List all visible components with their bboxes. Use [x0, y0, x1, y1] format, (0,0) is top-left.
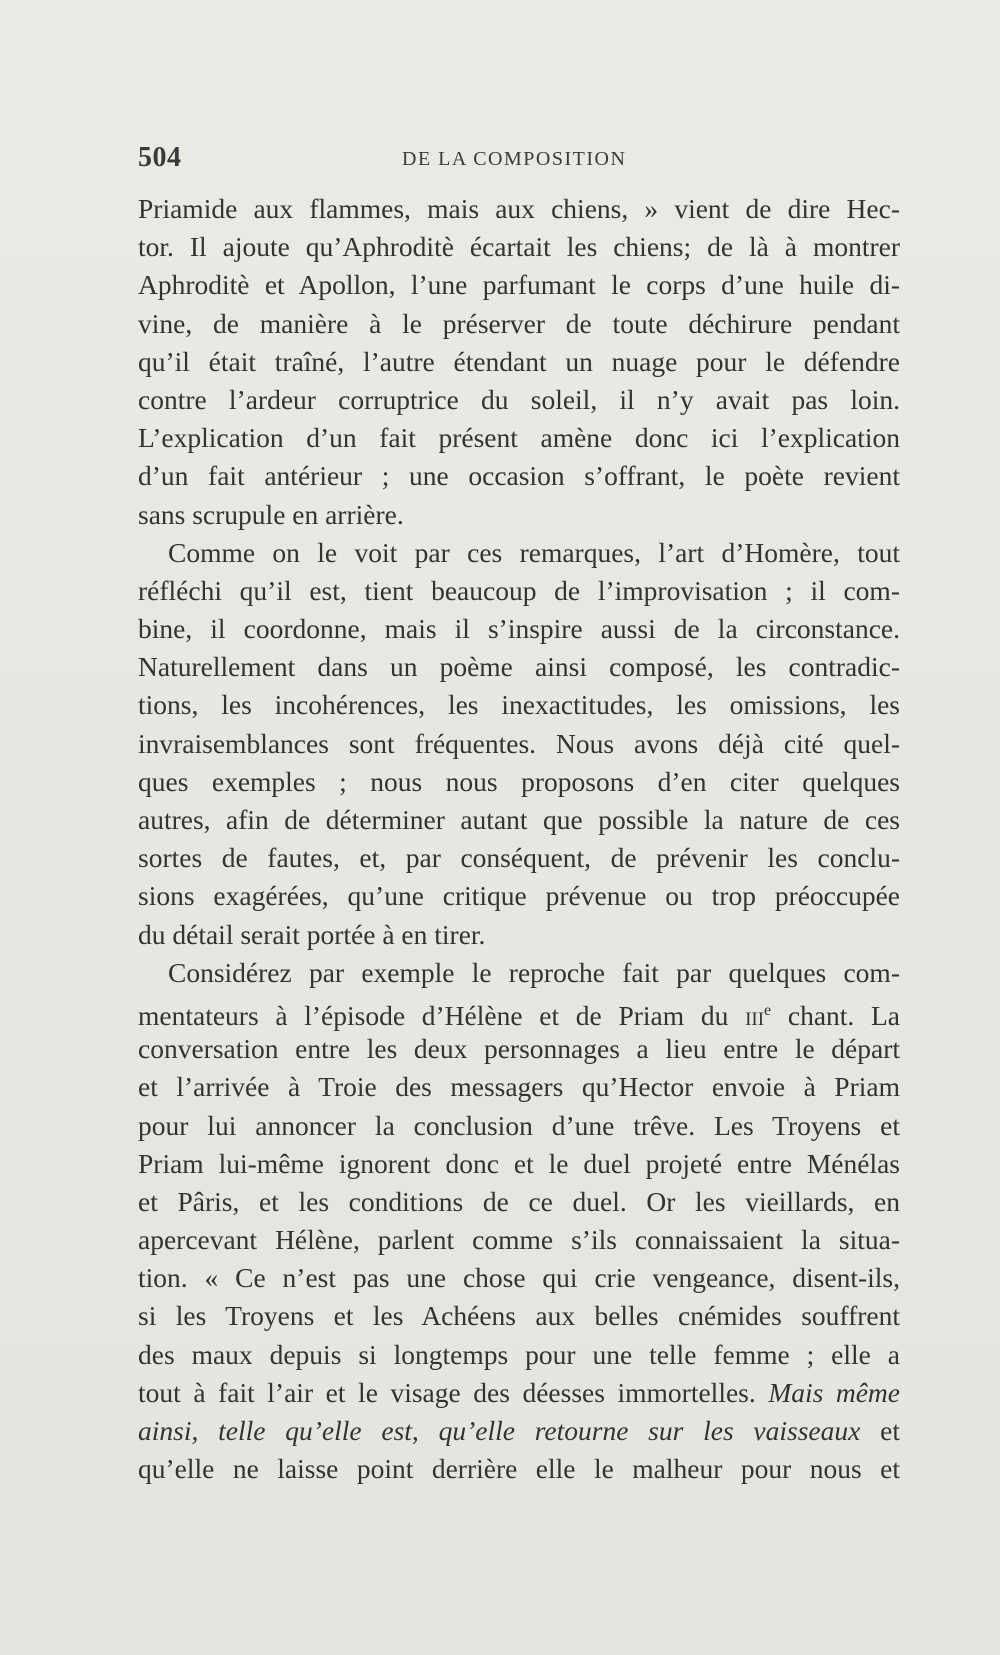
italic-text: Mais même: [768, 1376, 900, 1408]
text-line: [138, 419, 900, 457]
text-line-content: qu’elle ne laisse point derrière elle le malheur pour nous et: [138, 1453, 900, 1485]
text-line-content: L’explication d’un fait présent amène donc ici l’explication: [138, 422, 900, 454]
italic-text: ainsi, telle qu’elle est, qu’elle retourne sur les vaisseaux: [138, 1415, 861, 1446]
text-line-content: d’un fait antérieur ; une occasion s’offrant, le poète revient: [138, 460, 900, 492]
text-line-content: autres, afin de déterminer autant que possible la nature de ces: [138, 804, 900, 835]
text-line: [138, 877, 900, 915]
text-line: [138, 1183, 900, 1221]
text-line: [138, 305, 900, 343]
text-line-tail: et: [860, 1415, 900, 1446]
text-line-content: ques exemples ; nous nous proposons d’en citer quelques: [138, 765, 900, 797]
text-line: [138, 1412, 900, 1450]
text-line-content: des maux depuis si longtemps pour une telle femme ; elle a: [138, 1338, 900, 1370]
text-line: [138, 572, 900, 610]
text-line-content: Aphroditè et Apollon, l’une parfumant le corps d’une huile di-: [138, 269, 900, 301]
running-head: DE LA COMPOSITION: [402, 148, 627, 170]
text-line-content: Comme on le voit par ces remarques, l’art d’Homère, tout: [168, 536, 900, 568]
text-line: [138, 763, 900, 801]
text-line-content: contre l’ardeur corruptrice du soleil, il n’y avait pas loin.: [138, 383, 900, 415]
text-line-content: tions, les incohérences, les inexactitudes, les omissions, les: [138, 689, 900, 721]
text-line: [138, 839, 900, 877]
text-line: [138, 1297, 900, 1335]
text-line-content: sortes de fautes, et, par conséquent, de prévenir les conclu-: [138, 842, 900, 874]
text-line-tail: chant. La: [771, 1000, 900, 1032]
text-line: [138, 1145, 900, 1183]
roman-numeral: iii: [745, 1000, 765, 1032]
text-line-content: bine, il coordonne, mais il s’inspire aussi de la circonstance.: [138, 613, 900, 645]
page-header: [138, 142, 900, 178]
text-line: [138, 1336, 900, 1374]
text-line: [138, 266, 900, 304]
superscript: e: [764, 1001, 772, 1019]
text-line-content: conversation entre les deux personnages a lieu entre le départ: [138, 1033, 900, 1065]
text-line: [138, 1450, 900, 1488]
text-line: [138, 801, 900, 839]
text-line: [138, 1107, 900, 1145]
text-line-content: et l’arrivée à Troie des messagers qu’Hector envoie à Priam: [138, 1071, 900, 1103]
text-line: [138, 1221, 900, 1259]
text-line-content: du détail serait portée à en tirer.: [138, 918, 486, 950]
text-line-content: apercevant Hélène, parlent comme s’ils connaissaient la situa-: [138, 1224, 900, 1256]
text-line-content: vine, de manière à le préserver de toute déchirure pendant: [138, 307, 900, 339]
text-line-content: tout à fait l’air et le visage des déesses immortelles.: [138, 1376, 769, 1408]
text-line: [138, 610, 900, 648]
text-line: [138, 1068, 900, 1106]
text-line-content: tor. Il ajoute qu’Aphroditè écartait les chiens; de là à montrer: [138, 231, 900, 263]
text-line-content: pour lui annoncer la conclusion d’une trêve. Les Troyens et: [138, 1109, 900, 1141]
text-line: [138, 992, 900, 1030]
text-line: [138, 725, 900, 763]
text-line: [138, 916, 900, 954]
text-line-content: Naturellement dans un poème ainsi composé, les contradic-: [138, 651, 900, 683]
text-line-content: et Pâris, et les conditions de ce duel. Or les vieillards, en: [138, 1185, 900, 1217]
text-line: [138, 1374, 900, 1412]
text-line: [138, 534, 900, 572]
text-line-content: si les Troyens et les Achéens aux belles cnémides souffrent: [138, 1300, 900, 1332]
text-line-content: sions exagérées, qu’une critique prévenue ou trop préoccupée: [138, 880, 900, 912]
text-line-content: invraisemblances sont fréquentes. Nous avons déjà cité quel-: [138, 727, 900, 759]
text-line: [138, 343, 900, 381]
page-number: 504: [138, 142, 182, 173]
text-line: [138, 457, 900, 495]
text-line-content: sans scrupule en arrière.: [138, 498, 404, 530]
text-line-content: tion. « Ce n’est pas une chose qui crie vengeance, disent-ils,: [138, 1262, 900, 1294]
body-text: [138, 190, 900, 1488]
text-line-content: qu’il était traîné, l’autre étendant un nuage pour le défendre: [138, 345, 900, 377]
text-line: [138, 648, 900, 686]
text-line: [138, 228, 900, 266]
text-line: [138, 190, 900, 228]
text-line-content: Priamide aux flammes, mais aux chiens, » vient de dire Hec-: [138, 193, 900, 224]
text-line: [138, 1259, 900, 1297]
text-line: [138, 954, 900, 992]
text-line-content: Considérez par exemple le reproche fait par quelques com-: [168, 956, 900, 988]
text-line-content: Priam lui-même ignorent donc et le duel projeté entre Ménélas: [138, 1147, 900, 1179]
text-line-content: mentateurs à l’épisode d’Hélène et de Priam du: [138, 1000, 746, 1032]
text-line: [138, 381, 900, 419]
text-line-content: réfléchi qu’il est, tient beaucoup de l’improvisation ; il com-: [138, 574, 900, 606]
text-line: [138, 1030, 900, 1068]
text-line: [138, 496, 900, 534]
text-line: [138, 686, 900, 724]
